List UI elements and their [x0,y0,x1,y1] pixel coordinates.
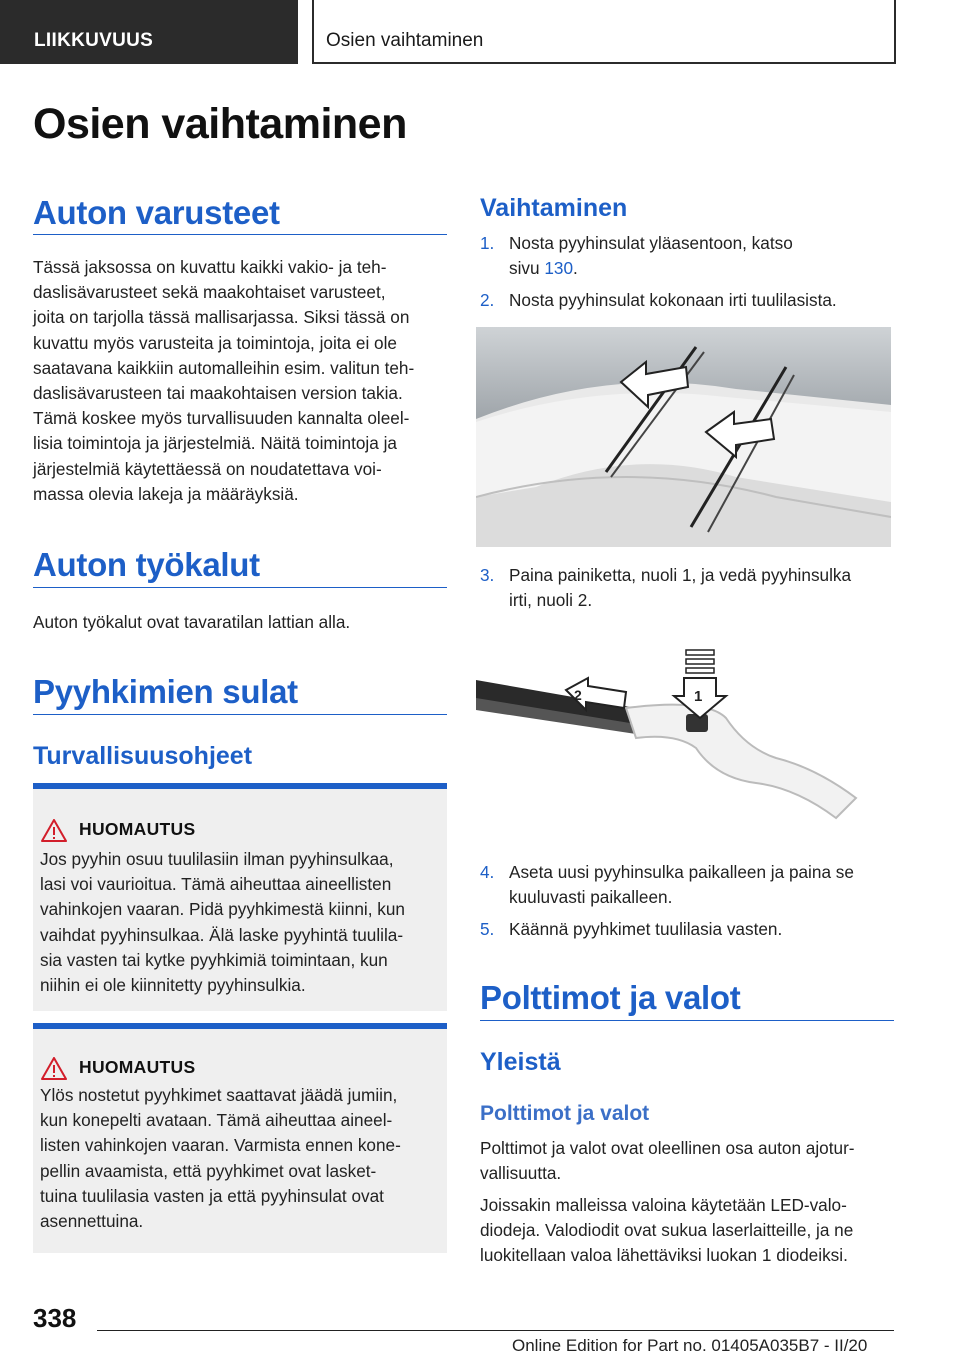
paragraph-auton-tyokalut: Auton työkalut ovat tavaratilan lattian alla. [33,612,351,632]
footer-edition: Online Edition for Part no. 01405A035B7 - II/20 [512,1336,868,1355]
subheading-yleista: Yleistä [480,1048,561,1076]
heading-rule [33,714,447,715]
page-number: 338 [33,1303,77,1333]
heading-rule [480,1020,894,1021]
page-title: Osien vaihtaminen [33,100,407,148]
warning-note-2 [33,1023,447,1253]
warning-text: Jos pyyhin osuu tuulilasiin ilman pyyhinsulkaa, lasi voi vaurioitua. Tämä aiheuttaa aineellisten vahinkojen vaaran. Pidä pyyhkimestä kiinni, kun vaihdat pyyhinsulkaa. Älä laske pyyhintä tuulila- sia vasten tai kytke pyyhkimiä toimintaan, kun niihin ei ole kiinnitetty pyyhinsulkia. [40,849,405,996]
step-number: 3. [480,565,495,585]
warning-triangle-icon [41,819,67,842]
subheading-polttimot-ja-valot: Polttimot ja valot [480,1102,650,1125]
warning-note-1 [33,783,447,1011]
heading-pyyhkimien-sulat: Pyyhkimien sulat [33,673,298,710]
warning-label: HUOMAUTUS [79,1057,196,1077]
step-number: 5. [480,919,495,939]
header-section-tab: LIIKKUVUUS [0,0,298,64]
subheading-turvallisuusohjeet: Turvallisuusohjeet [33,742,253,770]
heading-polttimot-ja-valot: Polttimot ja valot [480,979,741,1016]
step-number: 2. [480,290,495,310]
warning-text: Ylös nostetut pyyhkimet saattavat jäädä jumiin, kun konepelti avataan. Tämä aiheuttaa aineel- listen vahinkojen vaaran. Varmista ennen kone- pellin avaamista, että pyyhkimet ovat lasket- tuina tuulilasia vasten ja että pyyhinsulat ovat asennettuina. [40,1085,401,1232]
heading-auton-varusteet: Auton varusteet [33,194,280,231]
paragraph-polttimot-1: Polttimot ja valot ovat oleellinen osa auton ajotur- vallisuutta. [480,1138,855,1184]
arrow-label-2: 2 [574,687,582,703]
paragraph-auton-varusteet: Tässä jaksossa on kuvattu kaikki vakio- ja teh- daslisävarusteet sekä maakohtaiset varusteet, joita on tarjolla tässä mallisarjassa. Siksi tässä on kuvattu myös varusteita ja toimintoja, joita ei ole saatavana kaikkiin automalleihin esim. valitun teh- daslisävarusteen tai maakohtaisen version takia. Tämä koskee myös turvallisuuden kannalta oleel- lisia toimintoja ja järjestelmiä. Näitä toimintoja ja järjestelmiä käytettäessä on noudatettava voi- massa olevia lakeja ja määräyksiä. [33,257,415,504]
heading-rule [33,234,447,235]
heading-rule [33,587,447,588]
step-number: 4. [480,862,495,882]
header-page-title: Osien vaihtaminen [312,0,896,64]
footer-rule [97,1330,894,1331]
page-link-130[interactable]: 130 [544,258,574,279]
figure-wipers-raised [476,327,891,547]
figure-wiper-release [476,638,891,848]
heading-vaihtaminen: Vaihtaminen [480,194,628,222]
warning-label: HUOMAUTUS [79,819,196,839]
wiper-release-illustration [476,638,891,848]
paragraph-polttimot-2: Joissakin malleissa valoina käytetään LED-valo- diodeja. Valodiodit ovat sukua laserlaitteille, ja ne luokitellaan valoa lähettäviksi luokan 1 diodeiksi. [480,1195,854,1266]
arrow-label-1: 1 [694,688,703,705]
heading-auton-tyokalut: Auton työkalut [33,546,260,583]
step-number: 1. [480,233,495,253]
warning-triangle-icon [41,1057,67,1080]
wipers-illustration [476,327,891,547]
